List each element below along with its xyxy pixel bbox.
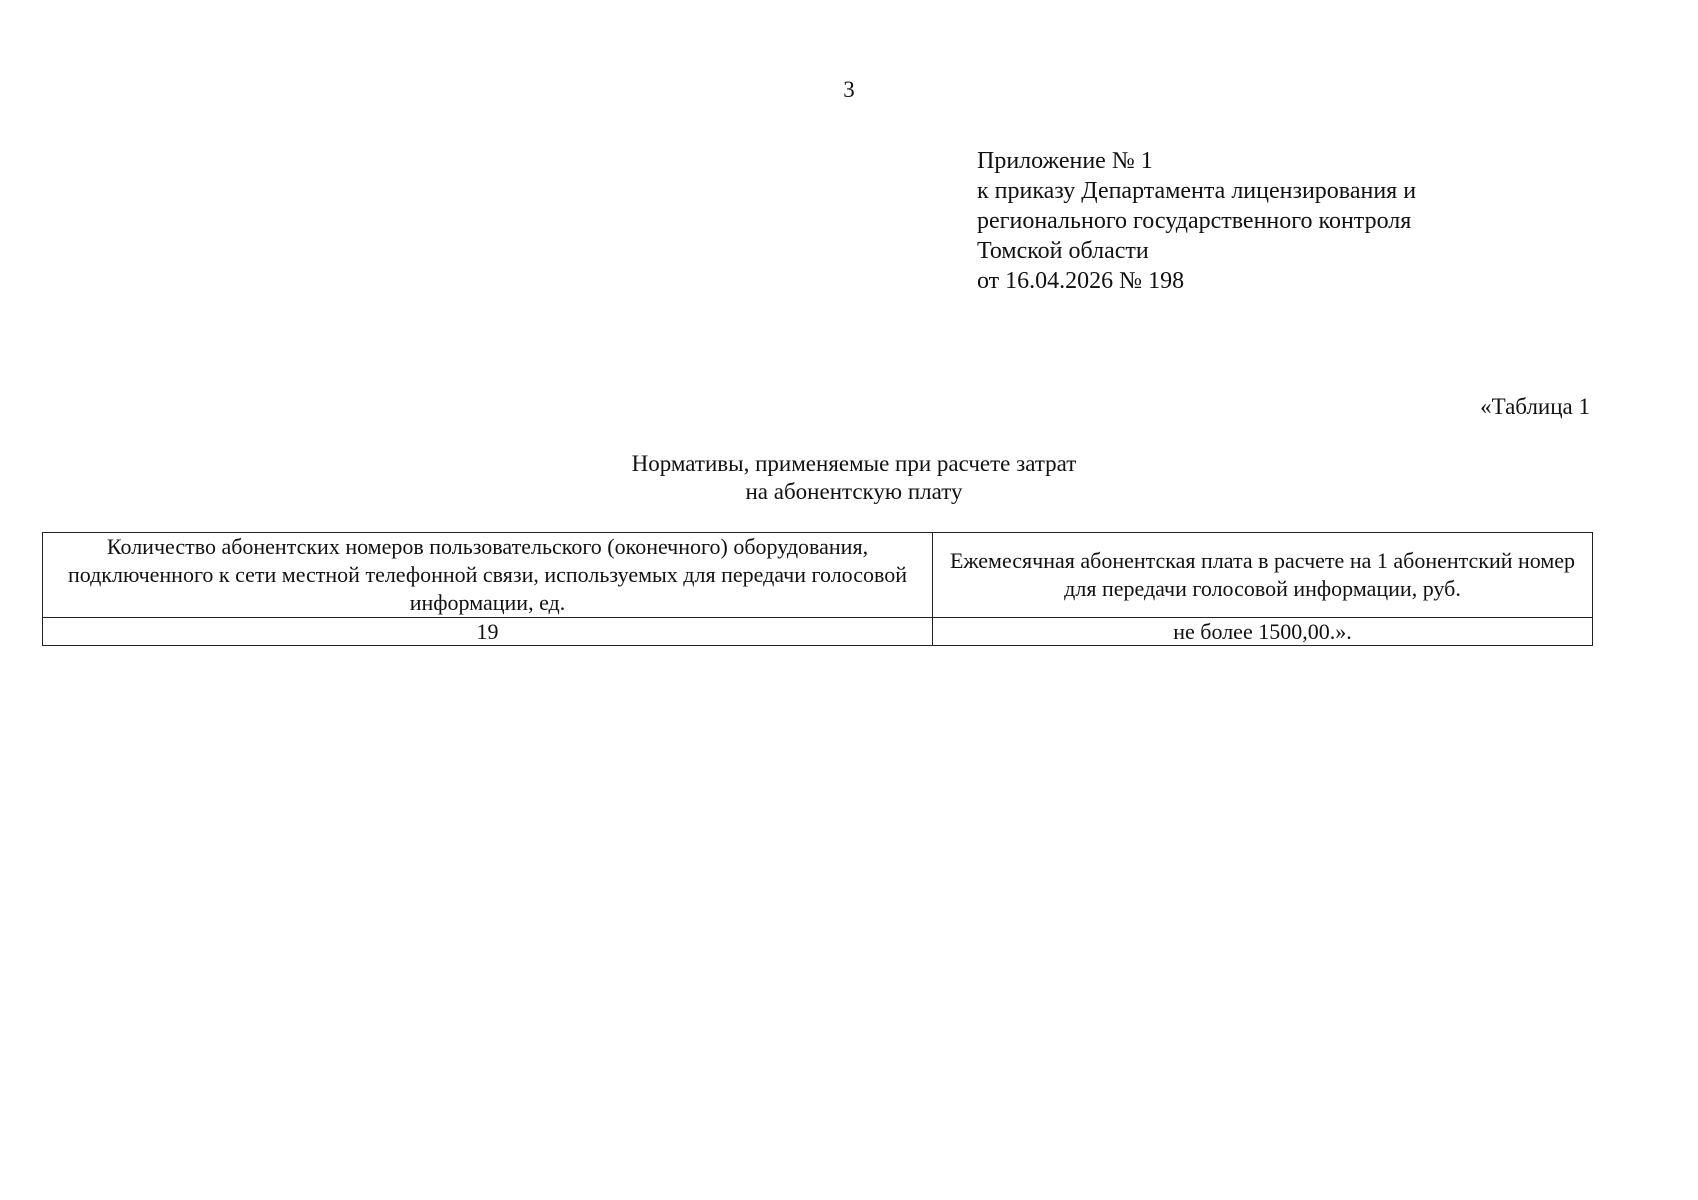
- norms-table: [42, 532, 1593, 646]
- header-cell-monthly-fee: Ежемесячная абонентская плата в расчете на 1 абонентский номер для передачи голосовой информации, руб.: [933, 533, 1593, 618]
- appendix-line: Приложение № 1: [977, 148, 1153, 174]
- table-title: [0, 450, 1698, 506]
- appendix-line: к приказу Департамента лицензирования и: [977, 178, 1417, 204]
- header-cell-subscriber-count: Количество абонентских номеров пользовательского (оконечного) оборудования, подключенного к сети местной телефонной связи, используемых для передачи голосовой информации, ед.: [43, 533, 933, 618]
- appendix-line: от 16.04.2026 № 198: [977, 268, 1185, 294]
- table-label: «Таблица 1: [1480, 394, 1590, 419]
- table-header-row: [43, 533, 1593, 618]
- appendix-line: регионального государственного контроля: [977, 208, 1412, 234]
- page-number: 3: [843, 77, 855, 102]
- table-title-line: Нормативы, применяемые при расчете затрат: [631, 451, 1077, 476]
- table-cell: не более 1500,00.».: [933, 618, 1593, 646]
- appendix-block: [977, 146, 1416, 296]
- table-cell: 19: [43, 618, 933, 646]
- table-row: [43, 618, 1593, 646]
- table-title-line: на абонентскую плату: [745, 479, 963, 504]
- appendix-line: Томской области: [977, 238, 1149, 264]
